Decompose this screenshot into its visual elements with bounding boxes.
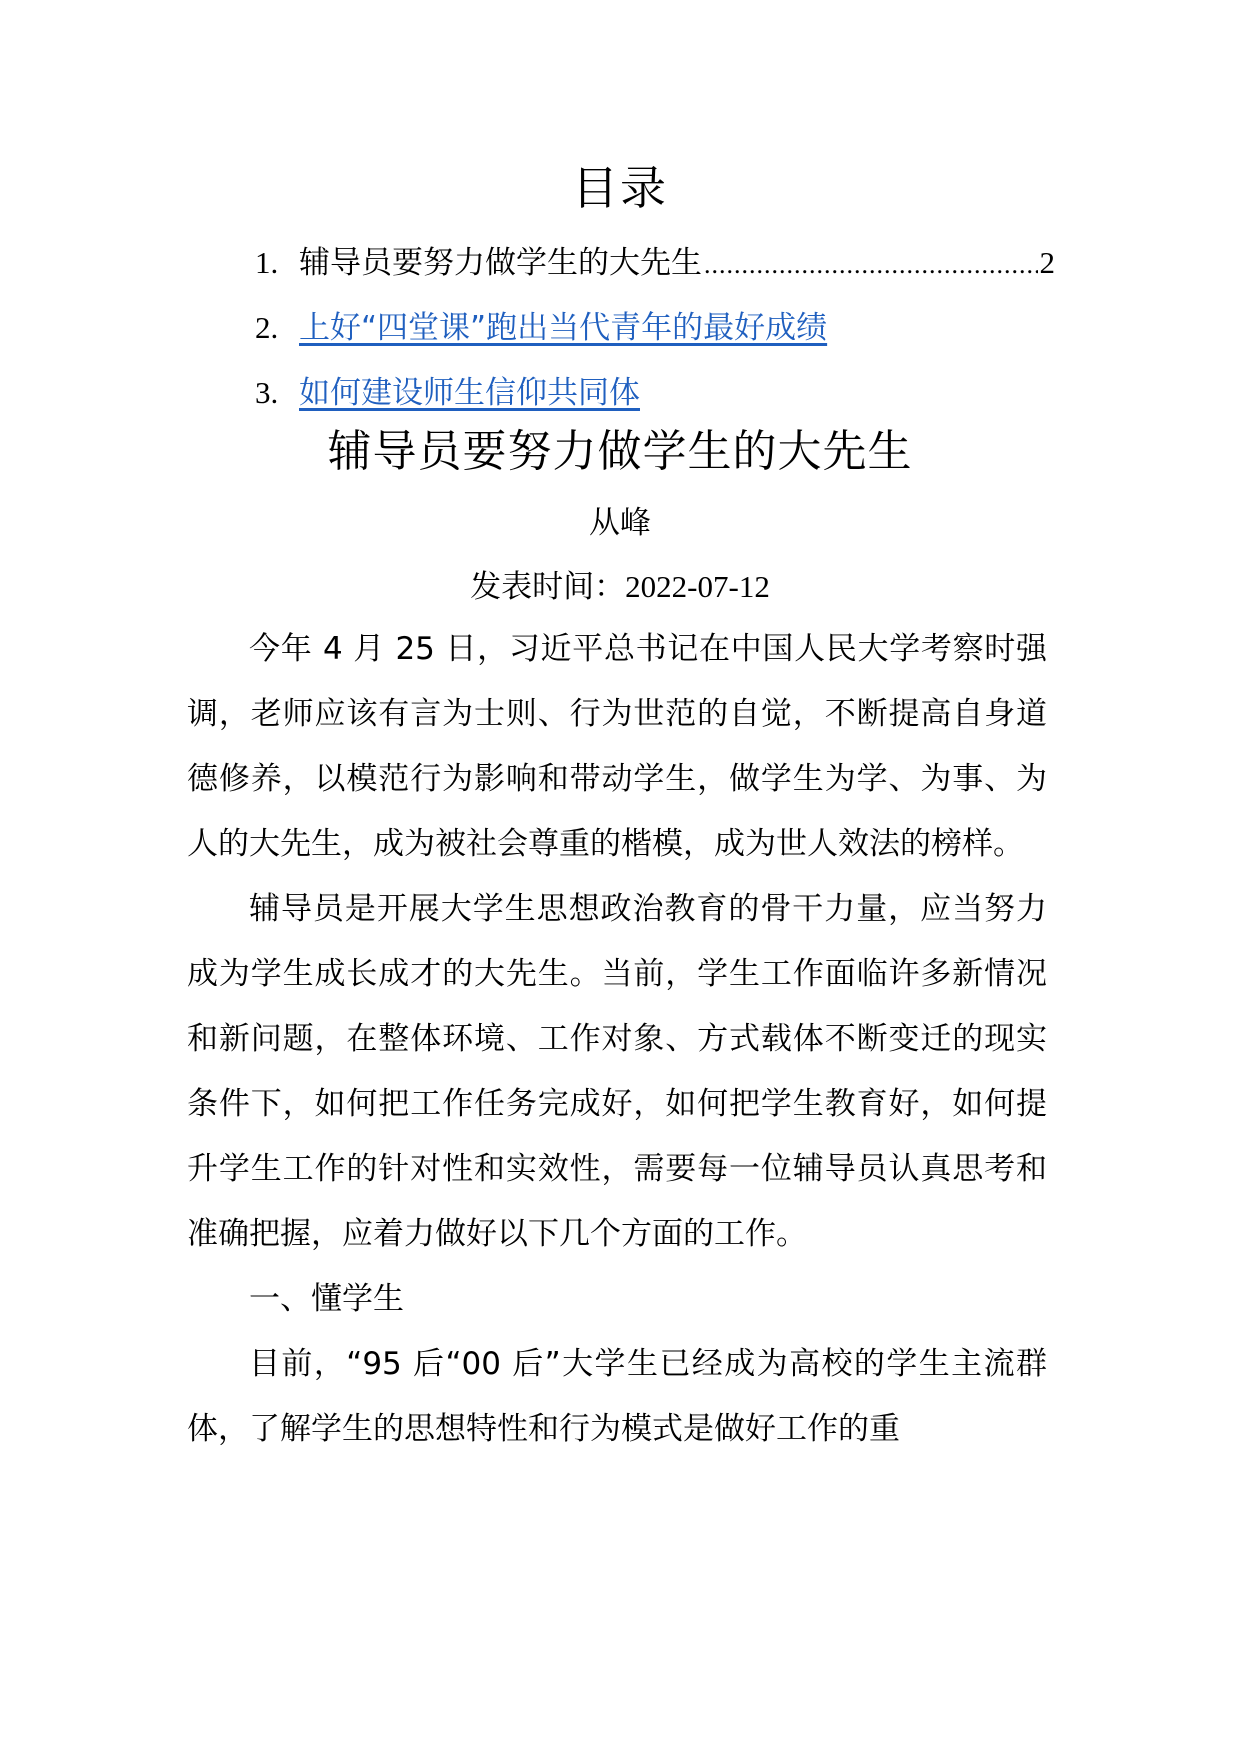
table-of-contents [255, 235, 1055, 430]
toc-page-number: 2 [1039, 245, 1055, 280]
body-paragraph: 目前，“95 后“00 后”大学生已经成为高校的学生主流群体，了解学生的思想特性和行为模式是做好工作的重 [187, 1346, 1047, 1447]
toc-leader-dots [704, 237, 1038, 293]
toc-item-number: 1. [255, 245, 279, 280]
toc-item-1[interactable] [255, 235, 1055, 300]
toc-item-number: 2. [255, 310, 279, 345]
article-author: 从峰 [589, 505, 651, 541]
toc-title: 目录 [572, 161, 668, 215]
article-body [187, 617, 1047, 1462]
toc-link[interactable]: 上好“四堂课”跑出当代青年的最好成绩 [299, 310, 828, 346]
toc-item-text[interactable]: 辅导员要努力做学生的大先生 [299, 245, 702, 281]
publish-date [0, 562, 1240, 612]
section-heading: 一、懂学生 [249, 1281, 404, 1317]
body-paragraph: 辅导员是开展大学生思想政治教育的骨干力量，应当努力成为学生成长成才的大先生。当前，学生工作面临许多新情况和新问题，在整体环境、工作对象、方式载体不断变迁的现实条件下，如何把工作任务完成好，如何把学生教育好，如何提升学生工作的针对性和实效性，需要每一位辅导员认真思考和准确把握，应着力做好以下几个方面的工作。 [187, 891, 1047, 1252]
toc-link[interactable]: 如何建设师生信仰共同体 [299, 375, 640, 411]
publish-date-value: 2022-07-12 [625, 569, 770, 604]
article-title: 辅导员要努力做学生的大先生 [327, 426, 913, 477]
toc-item-3[interactable] [255, 365, 1055, 430]
toc-item-number: 3. [255, 375, 279, 410]
body-paragraph: 今年 4 月 25 日，习近平总书记在中国人民大学考察时强调，老师应该有言为士则、行为世范的自觉，不断提高自身道德修养，以模范行为影响和带动学生，做学生为学、为事、为人的大先生，成为被社会尊重的楷模，成为世人效法的榜样。 [187, 631, 1047, 862]
publish-date-label: 发表时间： [470, 569, 626, 605]
toc-item-2[interactable] [255, 300, 1055, 365]
